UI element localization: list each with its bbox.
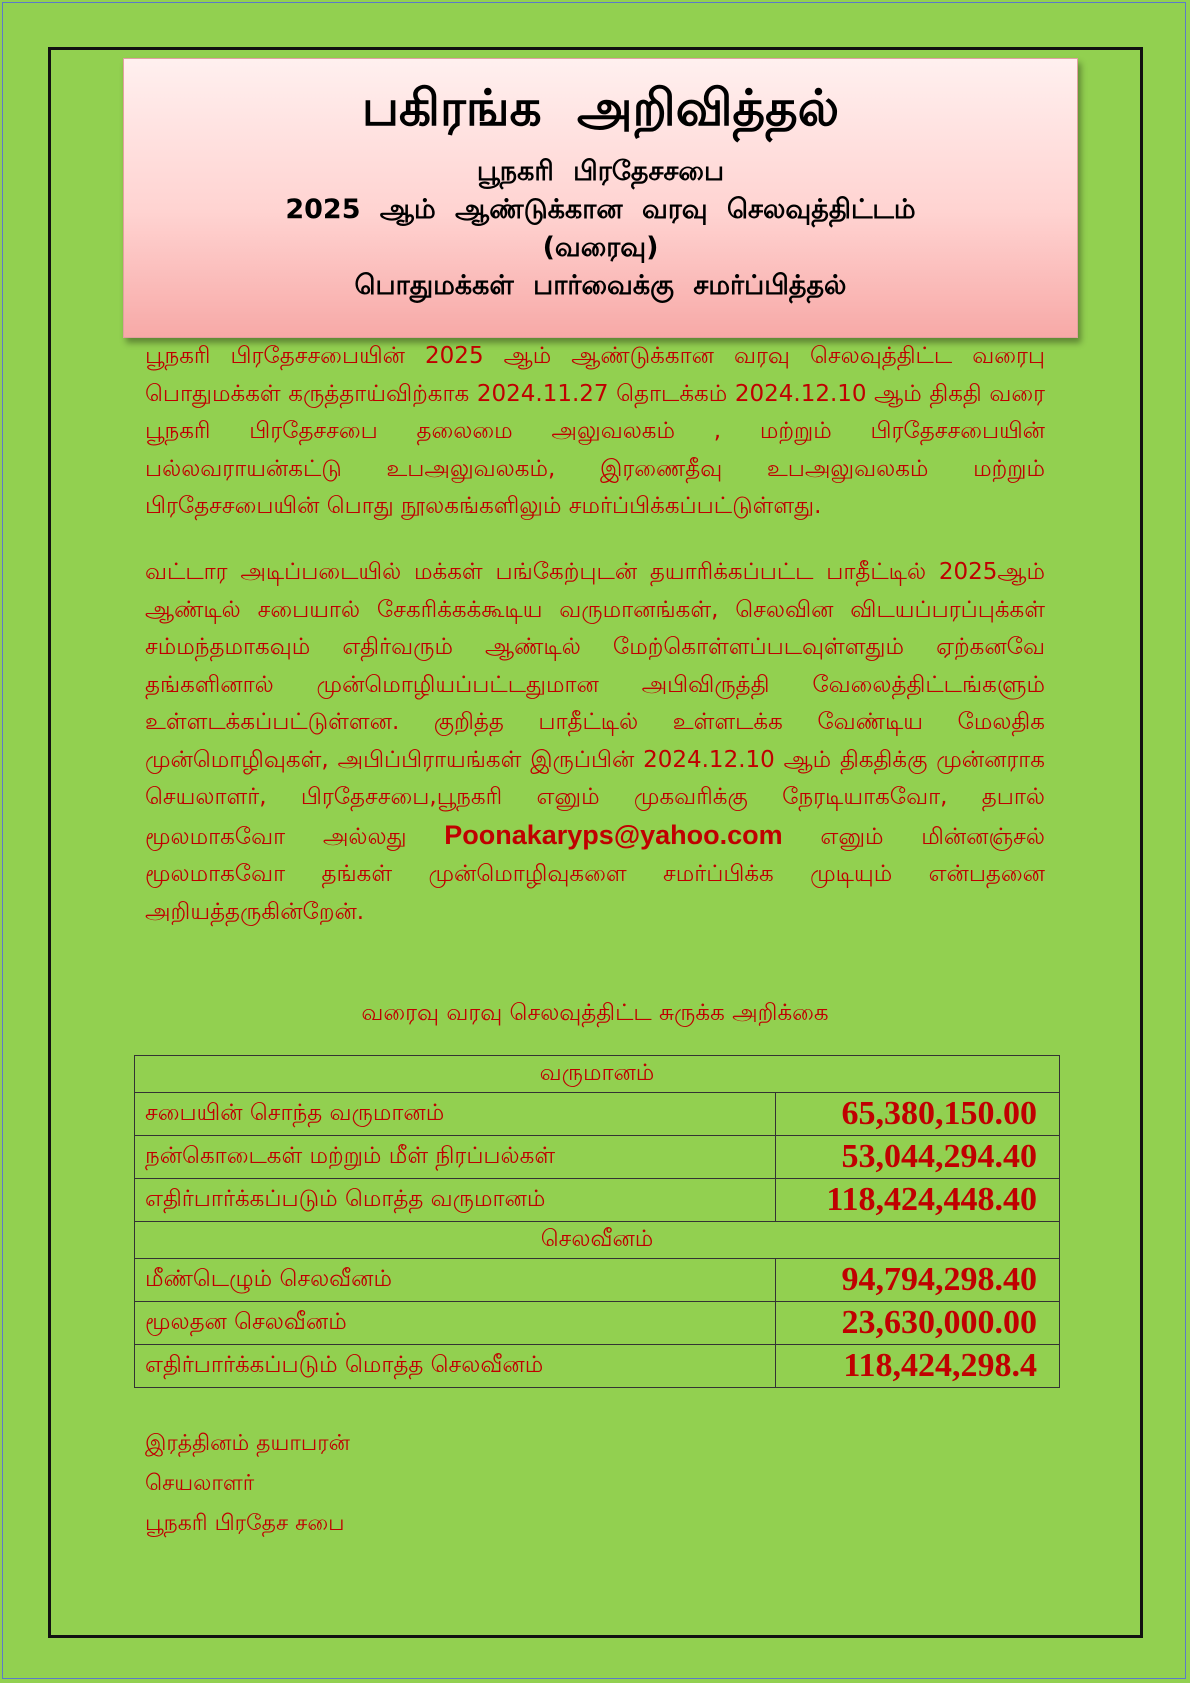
row-amount: 23,630,000.00 bbox=[776, 1302, 1060, 1345]
budget-title: 2025 ஆம் ஆண்டுக்கான வரவு செலவுத்திட்டம் bbox=[285, 194, 916, 225]
table-row bbox=[135, 1179, 1060, 1222]
row-label: நன்கொடைகள் மற்றும் மீள் நிரப்பல்கள் bbox=[135, 1136, 776, 1179]
signatory-name: இரத்தினம் தயாபரன் bbox=[145, 1431, 350, 1456]
row-amount: 65,380,150.00 bbox=[776, 1093, 1060, 1136]
table-section-row bbox=[135, 1222, 1060, 1259]
row-label: சபையின் சொந்த வருமானம் bbox=[135, 1093, 776, 1136]
table-row bbox=[135, 1136, 1060, 1179]
signatory-designation: செயலாளர் bbox=[145, 1471, 255, 1496]
table-section-row bbox=[135, 1056, 1060, 1093]
council-name: பூநகரி பிரதேசசபை bbox=[476, 156, 725, 187]
row-label: மூலதன செலவீனம் bbox=[135, 1302, 776, 1345]
public-display-label: பொதுமக்கள் பார்வைக்கு சமர்ப்பித்தல் bbox=[354, 270, 847, 301]
table-row bbox=[135, 1345, 1060, 1388]
row-label: எதிர்பார்க்கப்படும் மொத்த வருமானம் bbox=[135, 1179, 776, 1222]
paragraph-availability: பூநகரி பிரதேசசபையின் 2025 ஆம் ஆண்டுக்கான வரவு செலவுத்திட்ட வரைபு பொதுமக்கள் கருத்தாய்விற்காக 2024.11.27 தொடக்கம் 2024.12.10 ஆம் திகதி வரை பூநகரி பிரதேசசபை தலைமை அலுவலகம் , மற்றும் பிரதேசசபையின் பல்லவராயன்கட்டு உபஅலுவலகம், இரணைதீவு உபஅலுவலகம் மற்றும் பிரதேசசபையின் பொது நூலகங்களிலும் சமர்ப்பிக்கப்பட்டுள்ளது. bbox=[145, 343, 1045, 519]
table-row bbox=[135, 1302, 1060, 1345]
signatory-office: பூநகரி பிரதேச சபை bbox=[145, 1511, 345, 1536]
row-amount: 53,044,294.40 bbox=[776, 1136, 1060, 1179]
notice-title: பகிரங்க அறிவித்தல் bbox=[361, 79, 840, 137]
income-header: வருமானம் bbox=[135, 1056, 1060, 1093]
email-link[interactable]: Poonakaryps@yahoo.com bbox=[444, 819, 783, 850]
row-label: எதிர்பார்க்கப்படும் மொத்த செலவீனம் bbox=[135, 1345, 776, 1388]
summary-title: வரைவு வரவு செலவுத்திட்ட சுருக்க அறிக்கை bbox=[361, 1000, 829, 1026]
table-row bbox=[135, 1259, 1060, 1302]
budget-summary-table bbox=[134, 1055, 1060, 1388]
draft-label: (வரைவு) bbox=[542, 232, 659, 263]
paragraph-proposals-end: எனும் மின்னஞ்சல் மூலமாகவோ தங்கள் முன்மொழிவுகளை சமர்ப்பிக்க முடியும் என்பதனை அறியத்தருகின்றேன். bbox=[145, 823, 1046, 925]
notice-header bbox=[123, 58, 1078, 338]
row-label: மீண்டெழும் செலவீனம் bbox=[135, 1259, 776, 1302]
row-amount: 94,794,298.40 bbox=[776, 1259, 1060, 1302]
signature-block bbox=[145, 1424, 350, 1544]
row-amount: 118,424,448.40 bbox=[776, 1179, 1060, 1222]
expense-header: செலவீனம் bbox=[135, 1222, 1060, 1259]
row-amount: 118,424,298.4 bbox=[776, 1345, 1060, 1388]
paragraph-proposals-text: வட்டார அடிப்படையில் மக்கள் பங்கேற்புடன் தயாரிக்கப்பட்ட பாதீட்டில் 2025ஆம் ஆண்டில் சபையால் சேகரிக்கக்கூடிய வருமானங்கள், செலவின விடயப்பரப்புக்கள் சம்மந்தமாகவும் எதிர்வரும் ஆண்டில் மேற்கொள்ளப்படவுள்ளதும் ஏற்கனவே தங்களினால் முன்மொழியப்பட்டதுமான அபிவிருத்தி வேலைத்திட்டங்களும் உள்ளடக்கப்பட்டுள்ளன. குறித்த பாதீட்டில் உள்ளடக்க வேண்டிய மேலதிக முன்மொழிவுகள், அபிப்பிராயங்கள் இருப்பின் 2024.12.10 ஆம் திகதிக்கு முன்னராக செயலாளர், பிரதேசசபை,பூநகரி எனும் முகவரிக்கு நேரடியாகவோ, தபால் மூலமாகவோ அல்லது bbox=[145, 559, 1045, 850]
table-row bbox=[135, 1093, 1060, 1136]
paragraph-proposals bbox=[145, 554, 1045, 931]
